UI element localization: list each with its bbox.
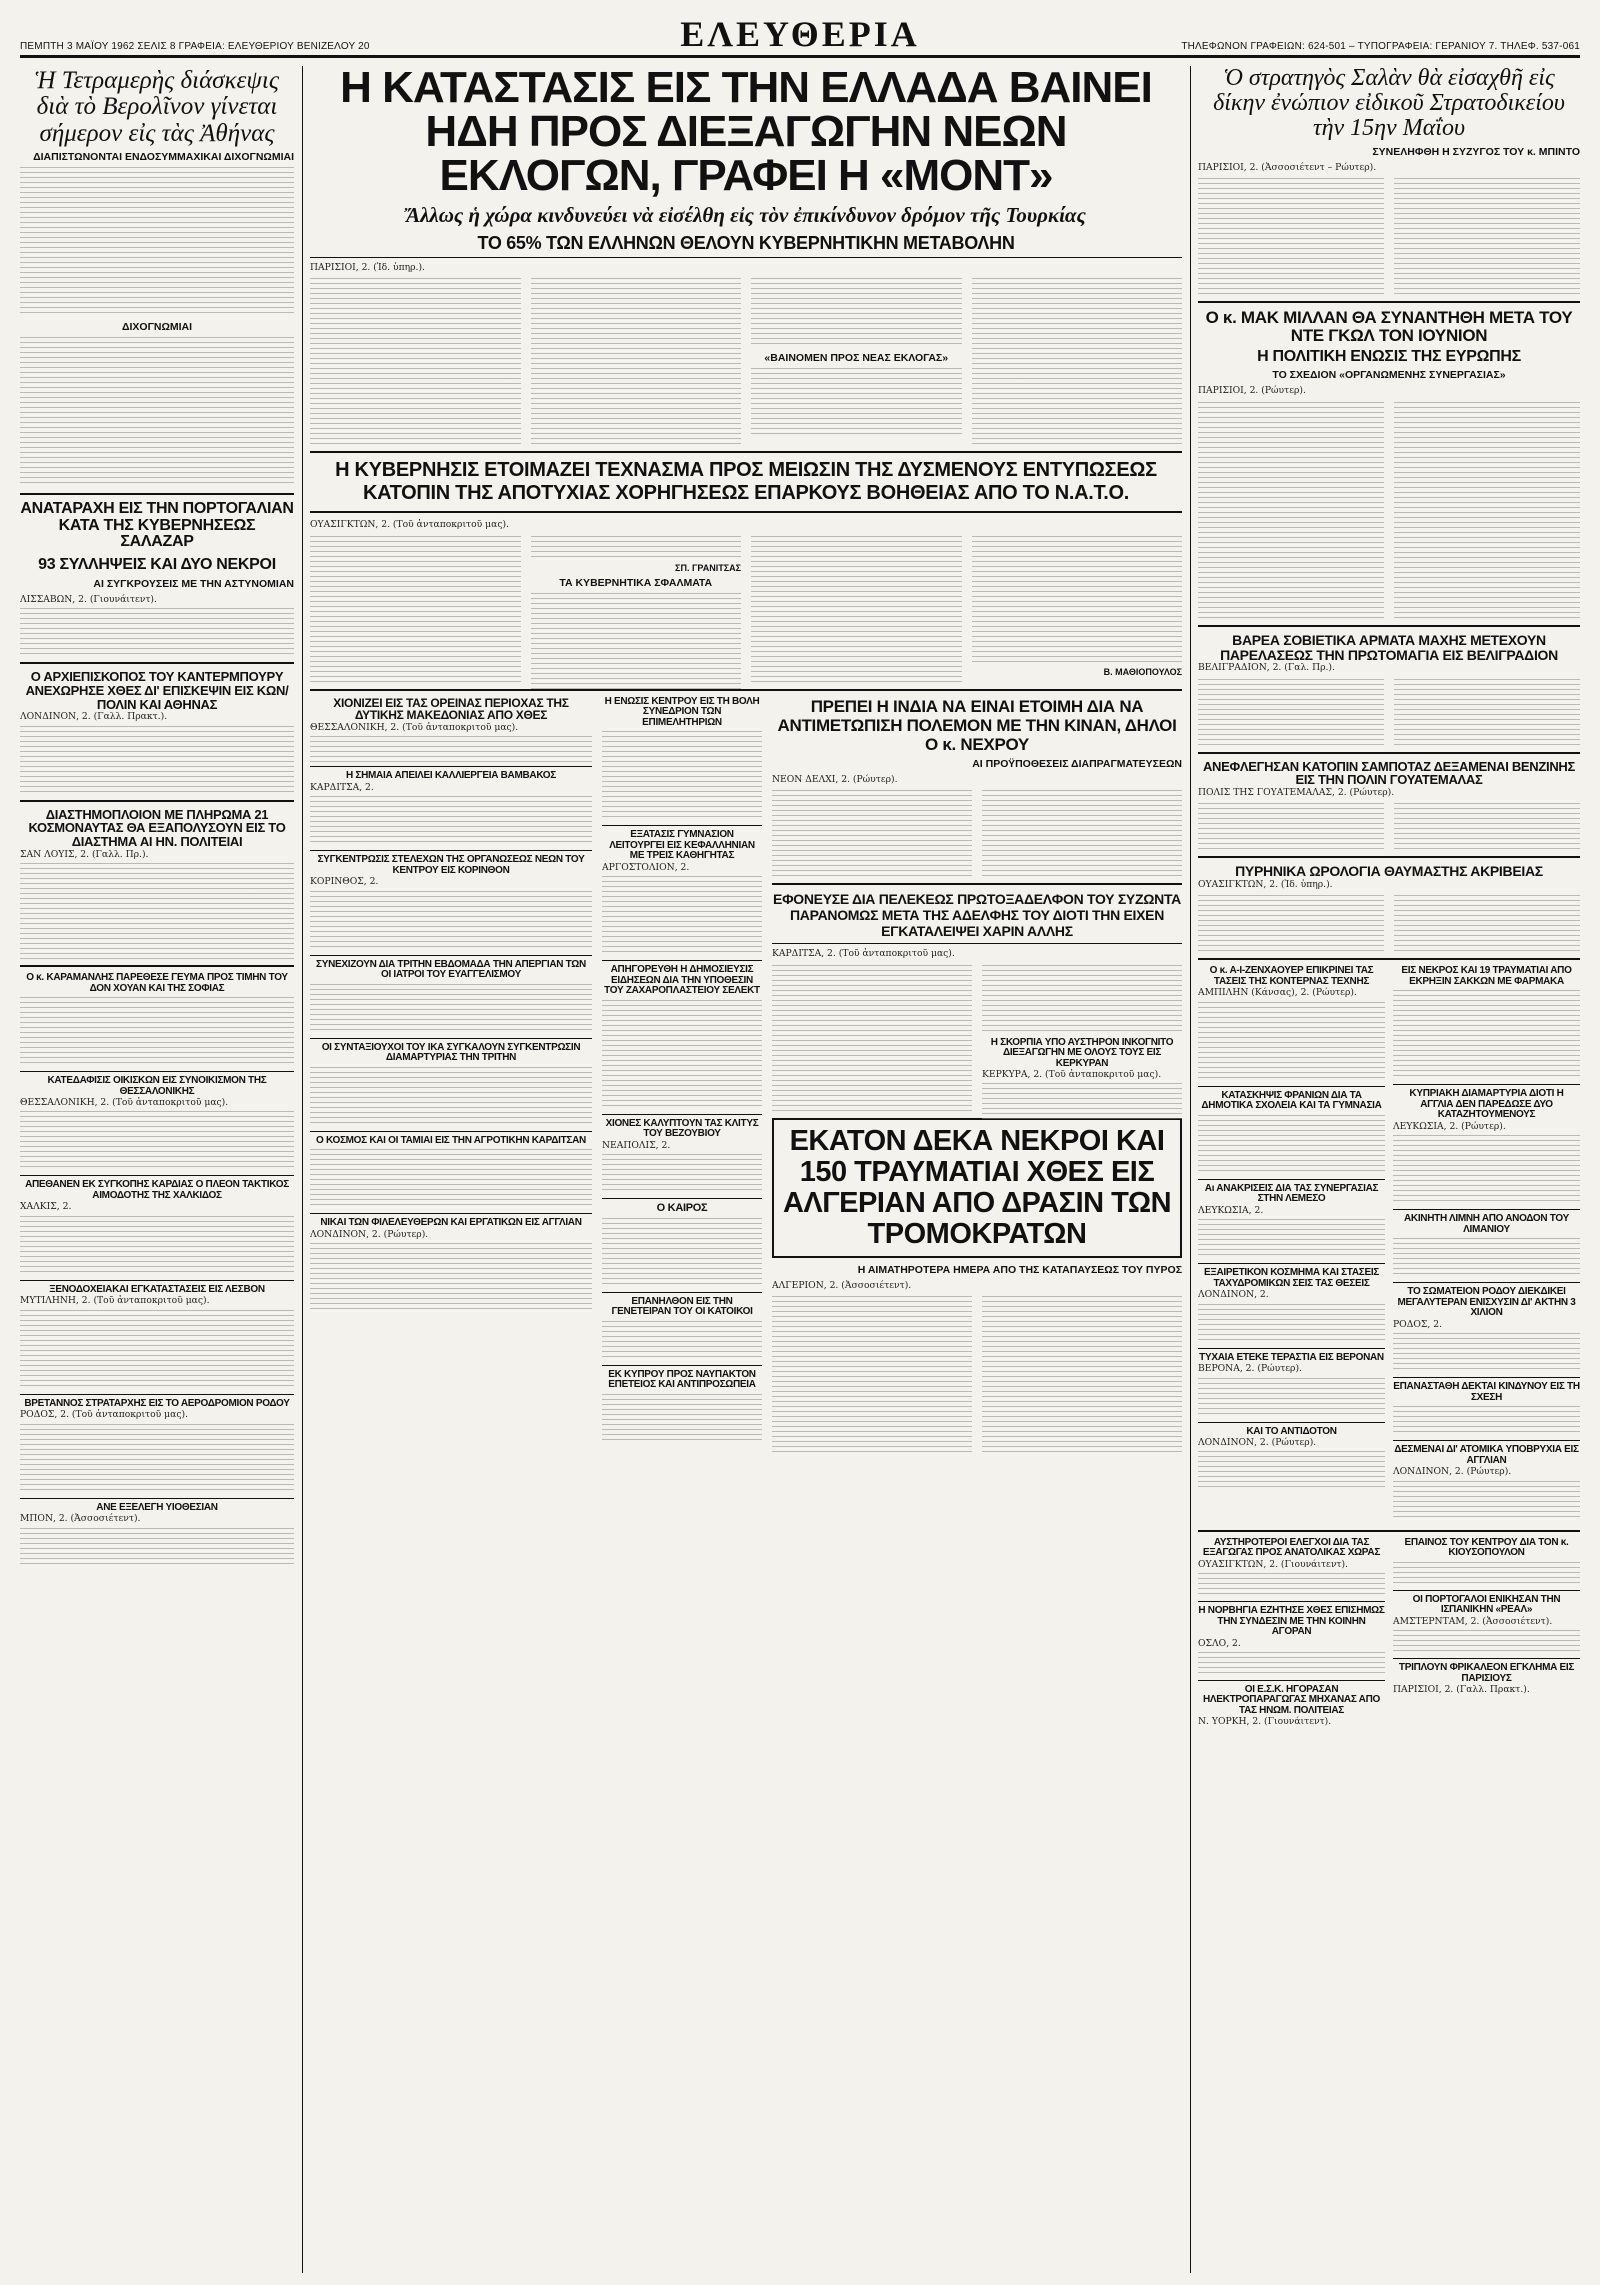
lead-inset: «ΒΑΙΝΟΜΕΝ ΠΡΟΣ ΝΕΑΣ ΕΚΛΟΓΑΣ» (764, 352, 949, 365)
brief-headline: ΕΞΑΤΑΣΙΣ ΓΥΜΝΑΣΙΟΝ ΛΕΙΤΟΥΡΓΕΙ ΕΙΣ ΚΕΦΑΛΛΗΝΙΑΝ ΜΕ ΤΡΕΙΣ ΚΑΘΗΓΗΤΑΣ (609, 829, 755, 862)
snow-dateline: ΘΕΣΣΑΛΟΝΙΚΗ, 2. (Τοῦ ἀνταποκριτοῦ μας). (310, 721, 519, 733)
corfu-headline: Η ΣΚΟΡΠΙΑ ΥΠΟ ΑΥΣΤΗΡΟΝ ΙΝΚΟΓΝΙΤΟ ΔΙΕΞΑΓΩΓΗΝ ΜΕ ΟΛΟΥΣ ΤΟΥΣ ΕΙΣ ΚΕΡΚΥΡΑΝ (990, 1036, 1174, 1069)
right-foot-right (1393, 1538, 1580, 1730)
algeria-subhead: Η ΑΙΜΑΤΗΡΟΤΕΡΑ ΗΜΕΡΑ ΑΠΟ ΤΗΣ ΚΑΤΑΠΑΥΣΕΩΣ ΤΟΥ ΠΥΡΟΣ (857, 1263, 1182, 1276)
masthead-date-address: ΠΕΜΠΤΗ 3 ΜΑΪΟΥ 1962 ΣΕΛΙΣ 8 ΓΡΑΦΕΙΑ: ΕΛΕΥΘΕΡΙΟΥ ΒΕΝΙΖΕΛΟΥ 20 (20, 41, 370, 52)
brief-dateline: ΛΟΝΔΙΝΟΝ, 2. (Ρώυτερ). (310, 1228, 429, 1240)
brief-dateline: ΑΡΓΟΣΤΟΛΙΟΝ, 2. (602, 861, 690, 873)
brief-headline: Αι ΑΝΑΚΡΙΣΕΙΣ ΔΙΑ ΤΑΣ ΣΥΝΕΡΓΑΣΙΑΣ ΣΤΗΝ ΛΕΜΕΣΟ (1204, 1182, 1379, 1205)
brief-headline: ΕΚ ΚΥΠΡΟΥ ΠΡΟΣ ΝΑΥΠΑΚΤΟΝ ΕΠΕΤΕΙΟΣ ΚΑΙ ΑΝΤΙΠΡΟΣΩΠΕΙΑ (608, 1368, 756, 1391)
brief-dateline: ΑΜΠΙΛΗΝ (Κάνσας), 2. (Ρώυτερ). (1198, 987, 1357, 999)
brief-chalkis (20, 1180, 294, 1275)
brief-headline: ΕΞΑΙΡΕΤΙΚΟΝ ΚΟΣΜΗΜΑ ΚΑΙ ΣΤΑΣΕΙΣ ΤΑΧΥΔΡΟΜΙΚΩΝ ΣΕΙΣ ΤΑΣ ΘΕΣΕΙΣ (1203, 1267, 1380, 1289)
brief-dateline: ΡΟΔΟΣ, 2. (Τοῦ ἀνταποκριτοῦ μας). (20, 1409, 188, 1421)
brief-dateline: ΠΑΡΙΣΙΟΙ, 2. (Γαλλ. Πρακτ.). (1393, 1684, 1530, 1696)
axe-headline: ΕΦΟΝΕΥΣΕ ΔΙΑ ΠΕΛΕΚΕΩΣ ΠΡΩΤΟΞΑΔΕΛΦΟΝ ΤΟΥ ΣΥΖΩΝΤΑ ΠΑΡΑΝΟΜΩΣ ΜΕΤΑ ΤΗΣ ΑΔΕΛΦΗΣ ΤΟΥ ΔΙΟΤΙ ΤΗΝ ΕΙΧΕΝ ΕΓΚΑΤΑΛΕΙΨΕΙ ΧΑΡΙΝ ΑΛΛΗΣ (773, 891, 1181, 940)
lead-dateline: ΠΑΡΙΣΙΟΙ, 2. (Ἰδ. ὑπηρ.). (310, 261, 425, 273)
portugal-subhead: ΑΙ ΣΥΓΚΡΟΥΣΕΙΣ ΜΕ ΤΗΝ ΑΣΤΥΝΟΜΙΑΝ (93, 577, 294, 590)
spaceship-dateline: ΣΑΝ ΛΟΥΙΣ, 2. (Γαλλ. Πρ.). (20, 848, 149, 860)
column-rule (302, 66, 303, 2273)
brief-headline: ΞΕΝΟΔΟΧΕΙΑΚΑΙ ΕΓΚΑΤΑΣΤΑΣΕΙΣ ΕΙΣ ΛΕΣΒΟΝ (49, 1283, 265, 1295)
brief-headline: ΚΑΙ ΤΟ ΑΝΤΙΔΟΤΟΝ (1246, 1425, 1337, 1437)
brief-headline: ΚΑΤΕΔΑΦΙΣΙΣ ΟΙΚΙΣΚΩΝ ΕΙΣ ΣΥΝΟΙΚΙΣΜΟΝ ΤΗΣ ΘΕΣΣΑΛΟΝΙΚΗΣ (47, 1075, 267, 1097)
brief-headline: ΕΠΑΝΗΛΘΟΝ ΕΙΣ ΤΗΝ ΓΕΝΕΤΕΙΡΑΝ ΤΟΥ ΟΙ ΚΑΤΟΙΚΟΙ (611, 1295, 753, 1318)
brief-dateline: ΛΟΝΔΙΝΟΝ, 2. (1198, 1289, 1269, 1301)
second-headline: Η ΚΥΒΕΡΝΗΣΙΣ ΕΤΟΙΜΑΖΕΙ ΤΕΧΝΑΣΜΑ ΠΡΟΣ ΜΕΙΩΣΙΝ ΤΗΣ ΔΥΣΜΕΝΟΥΣ ΕΝΤΥΠΩΣΕΩΣ ΚΑΤΟΠΙΝ ΤΗΣ ΑΠΟΤΥΧΙΑΣ ΧΟΡΗΓΗΣΕΩΣ ΕΠΑΡΚΟΥΣ ΒΟΗΘΕΙΑΣ ΑΠΟ ΤΟ Ν.Α.Τ.Ο. (335, 459, 1157, 505)
second-signature-1: ΣΠ. ΓΡΑΝΙΤΣΑΣ (675, 562, 741, 573)
brief-karamanlis (20, 973, 294, 1067)
right-foot-left (1198, 1538, 1385, 1730)
center-lower-right (772, 697, 1182, 1453)
brief-headline: ΟΙ ΣΥΝΤΑΞΙΟΥΧΟΙ ΤΟΥ ΙΚΑ ΣΥΓΚΑΛΟΥΝ ΣΥΓΚΕΝΤΡΩΣΙΝ ΔΙΑΜΑΡΤΥΡΙΑΣ ΤΗΝ ΤΡΙΤΗΝ (321, 1041, 581, 1064)
india-subhead: ΑΙ ΠΡΟΫΠΟΘΕΣΕΙΣ ΔΙΑΠΡΑΓΜΑΤΕΥΣΕΩΝ (972, 757, 1182, 770)
brief-dateline: ΝΕΑΠΟΛΙΣ, 2. (602, 1139, 671, 1151)
brief-lesvos (20, 1285, 294, 1390)
india-headline: ΠΡΕΠΕΙ Η ΙΝΔΙΑ ΝΑ ΕΙΝΑΙ ΕΤΟΙΜΗ ΔΙΑ ΝΑ ΑΝΤΙΜΕΤΩΠΙΣΗ ΠΟΛΕΜΟΝ ΜΕ ΤΗΝ ΚΙΝΑΝ, ΔΗΛΟΙ Ο κ. ΝΕΧΡΟΥ (777, 696, 1177, 754)
berlin-conference-headline: Ἡ Τετραμερὴς διάσκεψις διὰ τὸ Βερολῖνον γίνεται σήμερον εἰς τὰς Ἀθήνας (35, 67, 279, 147)
soviet-tanks-dateline: ΒΕΛΙΓΡΑΔΙΟΝ, 2. (Γαλ. Πρ.). (1198, 662, 1335, 674)
salan-subhead: ΣΥΝΕΛΗΦΘΗ Η ΣΥΖΥΓΟΣ ΤΟΥ κ. ΜΠΙΝΤΟ (1372, 145, 1580, 158)
macmillan-headline: Ο κ. ΜΑΚ ΜΙΛΛΑΝ ΘΑ ΣΥΝΑΝΤΗΘΗ ΜΕΤΑ ΤΟΥ ΝΤΕ ΓΚΩΛ ΤΟΝ ΙΟΥΝΙΟΝ (1205, 307, 1573, 345)
newspaper-title: ΕΛΕΥΘΕΡΙΑ (680, 14, 920, 54)
brief-headline: ΕΙΣ ΝΕΚΡΟΣ ΚΑΙ 19 ΤΡΑΥΜΑΤΙΑΙ ΑΠΟ ΕΚΡΗΞΙΝ ΣΑΚΚΩΝ ΜΕ ΦΑΡΜΑΚΑ (1401, 965, 1572, 987)
brief-headline: Η ΕΝΩΣΙΣ ΚΕΝΤΡΟΥ ΕΙΣ ΤΗ ΒΟΛΗ ΣΥΝΕΔΡΙΟΝ ΤΩΝ ΕΠΙΜΕΛΗΤΗΡΙΩΝ (604, 695, 760, 728)
soviet-tanks-headline: ΒΑΡΕΑ ΣΟΒΙΕΤΙΚΑ ΑΡΜΑΤΑ ΜΑΧΗΣ ΜΕΤΕΧΟΥΝ ΠΑΡΕΛΑΣΕΩΣ ΤΗΝ ΠΡΩΤΟΜΑΓΙΑ ΕΙΣ ΒΕΛΙΓΡΑΔΙΟΝ (1220, 631, 1558, 663)
corfu-dateline: ΚΕΡΚΥΡΑ, 2. (Τοῦ ἀνταποκριτοῦ μας). (982, 1069, 1162, 1081)
guatemala-dateline: ΠΟΛΙΣ ΤΗΣ ΓΟΥΑΤΕΜΑΛΑΣ, 2. (Ρώυτερ). (1198, 786, 1395, 798)
brief-headline: ΤΟ ΣΩΜΑΤΕΙΟΝ ΡΟΔΟΥ ΔΙΕΚΔΙΚΕΙ ΜΕΓΑΛΥΤΕΡΑΝ ΕΝΙΣΧΥΣΙΝ ΔΙ' ΑΚΤΗΝ 3 ΧΙΛΙΟΝ (1397, 1286, 1576, 1319)
brief-headline: ΑΝΕ ΕΞΕΛΕΓΗ ΥΙΟΘΕΣΙΑΝ (96, 1501, 218, 1513)
berlin-conference-subhead: ΔΙΑΠΙΣΤΩΝΟΝΤΑΙ ΕΝΔΟΣΥΜΜΑΧΙΚΑΙ ΔΙΧΟΓΝΩΜΙΑΙ (33, 150, 294, 163)
salan-dateline: ΠΑΡΙΣΙΟΙ, 2. (Ἀσσοσιέτεντ – Ρώυτερ). (1198, 161, 1377, 173)
algeria-dateline: ΑΛΓΕΡΙΟΝ, 2. (Ἀσσοσιέτεντ). (772, 1279, 912, 1291)
right-lower-left (1198, 966, 1385, 1523)
macmillan-dateline: ΠΑΡΙΣΙΟΙ, 2. (Ρώυτερ). (1198, 385, 1306, 397)
masthead (20, 14, 1580, 58)
india-dateline: ΝΕΟΝ ΔΕΛΧΙ, 2. (Ρώυτερ). (772, 773, 898, 785)
brief-dateline: ΚΟΡΙΝΘΟΣ, 2. (310, 876, 379, 888)
brief-headline: ΑΠΗΓΟΡΕΥΘΗ Η ΔΗΜΟΣΙΕΥΣΙΣ ΕΙΔΗΣΕΩΝ ΔΙΑ ΤΗΝ ΥΠΟΘΕΣΙΝ ΤΟΥ ΖΑΧΑΡΟΠΛΑΣΤΕΙΟΥ ΣΕΛΕΚΤ (604, 964, 760, 997)
brief-headline: ΟΙ ΠΟΡΤΟΓΑΛΟΙ ΕΝΙΚΗΣΑΝ ΤΗΝ ΙΣΠΑΝΙΚΗΝ «ΡΕΑΛ» (1412, 1593, 1561, 1616)
brief-headline: ΚΑΤΑΣΚΗΨΙΣ ΦΡΑΝΙΩΝ ΔΙΑ ΤΑ ΔΗΜΟΤΙΚΑ ΣΧΟΛΕΙΑ ΚΑΙ ΤΑ ΓΥΜΝΑΣΙΑ (1201, 1089, 1382, 1112)
weather-headline: Ο ΚΑΙΡΟΣ (656, 1202, 708, 1215)
second-dateline: ΟΥΑΣΙΓΚΤΩΝ, 2. (Τοῦ ἀνταποκριτοῦ μας). (310, 519, 509, 531)
brief-dateline: ΒΕΡΟΝΑ, 2. (Ρώυτερ). (1198, 1363, 1302, 1375)
brief-thessaloniki (20, 1076, 294, 1171)
brief-headline: ΔΕΣΜΕΝΑΙ ΔΙ' ΑΤΟΜΙΚΑ ΥΠΟΒΡΥΧΙΑ ΕΙΣ ΑΓΓΛΙΑΝ (1394, 1444, 1579, 1466)
algeria-headline: ΕΚΑΤΟΝ ΔΕΚΑ ΝΕΚΡΟΙ ΚΑΙ 150 ΤΡΑΥΜΑΤΙΑΙ ΧΘΕΣ ΕΙΣ ΑΛΓΕΡΙΑΝ ΑΠΟ ΔΡΑΣΙΝ ΤΩΝ ΤΡΟΜΟΚΡΑΤΩΝ (782, 1124, 1172, 1250)
macmillan-headline-2: Η ΠΟΛΙΤΙΚΗ ΕΝΩΣΙΣ ΤΗΣ ΕΥΡΩΠΗΣ (1257, 347, 1521, 365)
brief-dateline: ΜΠΟΝ, 2. (Ἀσσοσιέτεντ). (20, 1513, 141, 1525)
brief-dateline: ΛΟΝΔΙΝΟΝ, 2. (Ρώυτερ). (1393, 1466, 1512, 1478)
brief-headline: ΣΥΝΕΧΙΖΟΥΝ ΔΙΑ ΤΡΙΤΗΝ ΕΒΔΟΜΑΔΑ ΤΗΝ ΑΠΕΡΓΙΑΝ ΤΩΝ ΟΙ ΙΑΤΡΟΙ ΤΟΥ ΕΥΑΓΓΕΛΙΣΜΟΥ (316, 958, 586, 981)
column-center (310, 66, 1182, 2273)
brief-headline: Η ΝΟΡΒΗΓΙΑ ΕΖΗΤΗΣΕ ΧΘΕΣ ΕΠΙΣΗΜΩΣ ΤΗΝ ΣΥΝΔΕΣΙΝ ΜΕ ΤΗΝ ΚΟΙΝΗΝ ΑΓΟΡΑΝ (1198, 1605, 1385, 1638)
brief-dateline: ΟΥΑΣΙΓΚΤΩΝ, 2. (Γιουνάιτεντ). (1198, 1558, 1348, 1570)
brief-headline: ΒΡΕΤΑΝΝΟΣ ΣΤΡΑΤΑΡΧΗΣ ΕΙΣ ΤΟ ΑΕΡΟΔΡΟΜΙΟΝ ΡΟΔΟΥ (24, 1397, 290, 1409)
brief-bonn (20, 1503, 294, 1568)
second-signature-2: Β. ΜΑΘΙΟΠΟΥΛΟΣ (1103, 666, 1182, 677)
axe-dateline: ΚΑΡΔΙΤΣΑ, 2. (Τοῦ ἀνταποκριτοῦ μας). (772, 948, 955, 960)
lead-headline: Η ΚΑΤΑΣΤΑΣΙΣ ΕΙΣ ΤΗΝ ΕΛΛΑΔΑ ΒΑΙΝΕΙ ΗΔΗ ΠΡΟΣ ΔΙΕΞΑΓΩΓΗΝ ΝΕΩΝ ΕΚΛΟΓΩΝ, ΓΡΑΦΕΙ Η «ΜΟΝΤ» (340, 66, 1152, 200)
brief-dateline: ΧΑΛΚΙΣ, 2. (20, 1201, 72, 1213)
brief-headline: Η ΣΗΜΑΙΑ ΑΠΕΙΛΕΙ ΚΑΛΛΙΕΡΓΕΙΑ ΒΑΜΒΑΚΟΣ (346, 770, 556, 782)
column-right (1198, 66, 1580, 2273)
brief-headline: ΣΥΓΚΕΝΤΡΩΣΙΣ ΣΤΕΛΕΧΩΝ ΤΗΣ ΟΡΓΑΝΩΣΕΩΣ ΝΕΩΝ ΤΟΥ ΚΕΝΤΡΟΥ ΕΙΣ ΚΟΡΙΝΘΟΝ (317, 854, 585, 876)
center-lower-second (602, 697, 762, 1453)
second-inner-subhead: ΤΑ ΚΥΒΕΡΝΗΤΙΚΑ ΣΦΑΛΜΑΤΑ (559, 576, 713, 589)
brief-headline: ΕΠΑΙΝΟΣ ΤΟΥ ΚΕΝΤΡΟΥ ΔΙΑ ΤΟΝ κ. ΚΙΟΥΣΟΠΟΥΛΟΝ (1404, 1536, 1569, 1559)
brief-dateline: ΟΣΛΟ, 2. (1198, 1637, 1241, 1649)
brief-headline: Ο ΚΟΣΜΟΣ ΚΑΙ ΟΙ ΤΑΜΙΑΙ ΕΙΣ ΤΗΝ ΑΓΡΟΤΙΚΗΝ ΚΑΡΔΙΤΣΑΝ (316, 1134, 586, 1146)
brief-headline: ΤΥΧΑΙΑ ΕΤΕΚΕ ΤΕΡΑΣΤΙΑ ΕΙΣ ΒΕΡΟΝΑΝ (1199, 1351, 1384, 1363)
brief-dateline: Ν. ΥΟΡΚΗ, 2. (Γιουνάιτεντ). (1198, 1716, 1332, 1728)
brief-headline: Ο κ. Α-Ι-ΖΕΝΧΑΟΥΕΡ ΕΠΙΚΡΙΝΕΙ ΤΑΣ ΤΑΣΕΙΣ ΤΗΣ ΚΟΝΤΕΡΝΑΣ ΤΕΧΝΗΣ (1209, 965, 1374, 987)
brief-headline: ΝΙΚΑΙ ΤΩΝ ΦΙΛΕΛΕΥΘΕΡΩΝ ΚΑΙ ΕΡΓΑΤΙΚΩΝ ΕΙΣ ΑΓΓΛΙΑΝ (320, 1217, 582, 1229)
canterbury-dateline: ΛΟΝΔΙΝΟΝ, 2. (Γαλλ. Πρακτ.). (20, 711, 168, 723)
brief-headline: ΤΡΙΠΛΟΥΝ ΦΡΙΚΑΛΕΟΝ ΕΓΚΛΗΜΑ ΕΙΣ ΠΑΡΙΣΙΟΥΣ (1398, 1662, 1575, 1684)
portugal-dateline: ΛΙΣΣΑΒΩΝ, 2. (Γιουνάιτεντ). (20, 593, 157, 605)
column-rule (1190, 66, 1191, 2273)
lead-deck: Ἄλλως ἡ χώρα κινδυνεύει νὰ εἰσέλθη εἰς τὸν ἐπικίνδυνον δρόμον τῆς Τουρκίας (406, 203, 1086, 227)
canterbury-headline: Ο ΑΡΧΙΕΠΙΣΚΟΠΟΣ ΤΟΥ ΚΑΝΤΕΡΜΠΟΥΡΥ ΑΝΕΧΩΡΗΣΕ ΧΘΕΣ ΔΙ' ΕΠΙΣΚΕΨΙΝ ΕΙΣ ΚΩΝ/ΠΟΛΙΝ ΚΑΙ ΑΘΗΝΑΣ (25, 669, 289, 712)
brief-dateline: ΚΑΡΔΙΤΣΑ, 2. (310, 781, 374, 793)
brief-headline: Ο κ. ΚΑΡΑΜΑΝΛΗΣ ΠΑΡΕΘΕΣΕ ΓΕΥΜΑ ΠΡΟΣ ΤΙΜΗΝ ΤΟΥ ΔΟΝ ΧΟΥΑΝ ΚΑΙ ΤΗΣ ΣΟΦΙΑΣ (26, 972, 288, 994)
brief-headline: ΑΚΙΝΗΤΗ ΛΙΜΝΗ ΑΠΟ ΑΝΟΔΟΝ ΤΟΥ ΛΙΜΑΝΙΟΥ (1403, 1213, 1569, 1235)
brief-dateline: ΛΕΥΚΩΣΙΑ, 2. (Ρώυτερ). (1393, 1120, 1506, 1132)
brief-headline: ΑΠΕΘΑΝΕΝ ΕΚ ΣΥΓΚΟΠΗΣ ΚΑΡΔΙΑΣ Ο ΠΛΕΟΝ ΤΑΚΤΙΚΟΣ ΑΙΜΟΔΟΤΗΣ ΤΗΣ ΧΑΛΚΙΔΟΣ (25, 1179, 289, 1201)
brief-headline: ΑΥΣΤΗΡΟΤΕΡΟΙ ΕΛΕΓΧΟΙ ΔΙΑ ΤΑΣ ΕΞΑΓΩΓΑΣ ΠΡΟΣ ΑΝΑΤΟΛΙΚΑΣ ΧΩΡΑΣ (1202, 1536, 1381, 1559)
brief-headline: ΧΙΟΝΕΣ ΚΑΛΥΠΤΟΥΝ ΤΑΣ ΚΛΙΤΥΣ ΤΟΥ ΒΕΖΟΥΒΙΟΥ (605, 1117, 759, 1140)
brief-dateline: ΛΟΝΔΙΝΟΝ, 2. (Ρώυτερ). (1198, 1437, 1317, 1449)
macmillan-subhead: ΤΟ ΣΧΕΔΙΟΝ «ΟΡΓΑΝΩΜΕΝΗΣ ΣΥΝΕΡΓΑΣΙΑΣ» (1272, 369, 1506, 382)
masthead-phones: ΤΗΛΕΦΩΝΟΝ ΓΡΑΦΕΙΩΝ: 624-501 – ΤΥΠΟΓΡΑΦΕΙΑ: ΓΕΡΑΝΙΟΥ 7. ΤΗΛΕΦ. 537-061 (1181, 41, 1580, 52)
brief-dateline: ΘΕΣΣΑΛΟΝΙΚΗ, 2. (Τοῦ ἀνταποκριτοῦ μας). (20, 1097, 229, 1108)
brief-dateline: ΑΜΣΤΕΡΝΤΑΜ, 2. (Ἀσσοσιέτεντ). (1393, 1615, 1553, 1627)
brief-headline: ΚΥΠΡΙΑΚΗ ΔΙΑΜΑΡΤΥΡΙΑ ΔΙΟΤΙ Η ΑΓΓΛΙΑ ΔΕΝ ΠΑΡΕΔΩΣΕ ΔΥΟ ΚΑΤΑΖΗΤΟΥΜΕΝΟΥΣ (1409, 1088, 1564, 1121)
snow-headline: ΧΙΟΝΙΖΕΙ ΕΙΣ ΤΑΣ ΟΡΕΙΝΑΣ ΠΕΡΙΟΧΑΣ ΤΗΣ ΔΥΤΙΚΗΣ ΜΑΚΕΔΟΝΙΑΣ ΑΠΟ ΧΘΕΣ (333, 695, 569, 723)
portugal-headline-2: 93 ΣΥΛΛΗΨΕΙΣ ΚΑΙ ΔΥΟ ΝΕΚΡΟΙ (38, 556, 276, 574)
brief-headline: ΕΠΑΝΑΣΤΑΘΗ ΔΕΚΤΑΙ ΚΙΝΔΥΝΟΥ ΕΙΣ ΤΗ ΣΧΕΣΗ (1393, 1381, 1580, 1403)
disagreements-subhead: ΔΙΧΟΓΝΩΜΙΑΙ (121, 320, 193, 333)
guatemala-headline: ΑΝΕΦΛΕΓΗΣΑΝ ΚΑΤΟΠΙΝ ΣΑΜΠΟΤΑΖ ΔΕΞΑΜΕΝΑΙ ΒΕΝΖΙΝΗΣ ΕΙΣ ΤΗΝ ΠΟΛΙΝ ΓΟΥΑΤΕΜΑΛΑΣ (1202, 758, 1576, 788)
brief-dateline: ΜΥΤΙΛΗΝΗ, 2. (Τοῦ ἀνταποκριτοῦ μας). (20, 1295, 210, 1307)
atomic-clocks-headline: ΠΥΡΗΝΙΚΑ ΩΡΟΛΟΓΙΑ ΘΑΥΜΑΣΤΗΣ ΑΚΡΙΒΕΙΑΣ (1235, 863, 1543, 880)
atomic-clocks-dateline: ΟΥΑΣΙΓΚΤΩΝ, 2. (Ἰδ. ὑπηρ.). (1198, 879, 1333, 891)
right-lower-right (1393, 966, 1580, 1523)
center-lower-left (310, 697, 592, 1453)
lead-band: ΤΟ 65% ΤΩΝ ΕΛΛΗΝΩΝ ΘΕΛΟΥΝ ΚΥΒΕΡΝΗΤΙΚΗΝ ΜΕΤΑΒΟΛΗΝ (477, 233, 1015, 254)
column-left (20, 66, 294, 2273)
portugal-headline: ΑΝΑΤΑΡΑΧΗ ΕΙΣ ΤΗΝ ΠΟΡΤΟΓΑΛΙΑΝ ΚΑΤΑ ΤΗΣ ΚΥΒΕΡΝΗΣΕΩΣ ΣΑΛΑΖΑΡ (20, 499, 294, 551)
brief-dateline: ΡΟΔΟΣ, 2. (1393, 1318, 1442, 1330)
spaceship-headline: ΔΙΑΣΤΗΜΟΠΛΟΙΟΝ ΜΕ ΠΛΗΡΩΜΑ 21 ΚΟΣΜΟΝΑΥΤΑΣ ΘΑ ΕΞΑΠΟΛΥΣΟΥΝ ΕΙΣ ΤΟ ΔΙΑΣΤΗΜΑ ΑΙ ΗΝ. ΠΟΛΙΤΕΙΑΙ (28, 806, 286, 849)
brief-rhodes (20, 1399, 294, 1494)
brief-headline: ΟΙ Ε.Σ.Κ. ΗΓΟΡΑΣΑΝ ΗΛΕΚΤΡΟΠΑΡΑΓΩΓΑΣ ΜΗΧΑΝΑΣ ΑΠΟ ΤΑΣ ΗΝΩΜ. ΠΟΛΙΤΕΙΑΣ (1202, 1683, 1380, 1716)
brief-dateline: ΛΕΥΚΩΣΙΑ, 2. (1198, 1204, 1264, 1216)
salan-headline: Ὁ στρατηγὸς Σαλὰν θὰ εἰσαχθῆ εἰς δίκην ἐνώπιον εἰδικοῦ Στρατοδικείου τὴν 15ην Μαΐου (1213, 66, 1565, 142)
